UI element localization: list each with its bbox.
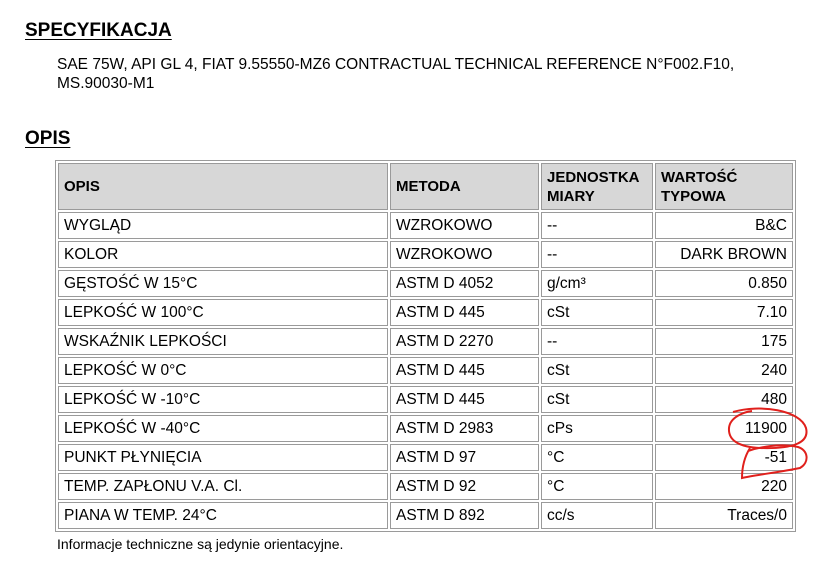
row-value: B&C (655, 212, 793, 239)
table-row (58, 270, 793, 297)
column-header-opis: OPIS (58, 163, 388, 210)
row-method: ASTM D 892 (390, 502, 539, 529)
table-row (58, 415, 793, 442)
footnote: Informacje techniczne są jedynie orientacyjne. (57, 536, 344, 552)
row-property: GĘSTOŚĆ W 15°C (58, 270, 388, 297)
row-method: ASTM D 445 (390, 386, 539, 413)
row-method: ASTM D 4052 (390, 270, 539, 297)
table-row (58, 473, 793, 500)
row-value: DARK BROWN (655, 241, 793, 268)
row-unit: cSt (541, 299, 653, 326)
row-unit: -- (541, 212, 653, 239)
properties-table (55, 160, 796, 532)
row-property: LEPKOŚĆ W -40°C (58, 415, 388, 442)
row-property: LEPKOŚĆ W 0°C (58, 357, 388, 384)
row-value: 240 (655, 357, 793, 384)
row-value: 175 (655, 328, 793, 355)
table-row (58, 357, 793, 384)
row-property: LEPKOŚĆ W 100°C (58, 299, 388, 326)
row-method: WZROKOWO (390, 241, 539, 268)
row-property: LEPKOŚĆ W -10°C (58, 386, 388, 413)
row-unit: °C (541, 473, 653, 500)
row-property: WYGLĄD (58, 212, 388, 239)
row-method: ASTM D 2983 (390, 415, 539, 442)
row-value: 7.10 (655, 299, 793, 326)
row-value: 480 (655, 386, 793, 413)
row-method: WZROKOWO (390, 212, 539, 239)
table-row (58, 386, 793, 413)
row-value: 11900 (655, 415, 793, 442)
row-method: ASTM D 445 (390, 299, 539, 326)
column-header-metoda: METODA (390, 163, 539, 210)
spec-heading: SPECYFIKACJA (25, 20, 172, 41)
spec-text: SAE 75W, API GL 4, FIAT 9.55550-MZ6 CONTRACTUAL TECHNICAL REFERENCE N°F002.F10, MS.90030-M1 (57, 56, 735, 92)
table-row (58, 502, 793, 529)
table-row (58, 212, 793, 239)
row-unit: cc/s (541, 502, 653, 529)
row-property: PIANA W TEMP. 24°C (58, 502, 388, 529)
row-method: ASTM D 97 (390, 444, 539, 471)
row-property: PUNKT PŁYNIĘCIA (58, 444, 388, 471)
row-unit: °C (541, 444, 653, 471)
row-method: ASTM D 2270 (390, 328, 539, 355)
row-unit: cSt (541, 357, 653, 384)
row-unit: cSt (541, 386, 653, 413)
row-property: WSKAŹNIK LEPKOŚCI (58, 328, 388, 355)
row-unit: -- (541, 241, 653, 268)
row-property: KOLOR (58, 241, 388, 268)
row-unit: -- (541, 328, 653, 355)
row-value: 0.850 (655, 270, 793, 297)
row-value: Traces/0 (655, 502, 793, 529)
row-value: 220 (655, 473, 793, 500)
table-row (58, 444, 793, 471)
column-header-jednostka: JEDNOSTKA MIARY (541, 163, 653, 210)
table-row (58, 241, 793, 268)
table-row (58, 328, 793, 355)
row-method: ASTM D 92 (390, 473, 539, 500)
column-header-wartosc: WARTOŚĆ TYPOWA (655, 163, 793, 210)
row-unit: g/cm³ (541, 270, 653, 297)
table-row (58, 299, 793, 326)
table-header-row (58, 163, 793, 210)
opis-heading: OPIS (25, 128, 71, 149)
row-value: -51 (655, 444, 793, 471)
row-unit: cPs (541, 415, 653, 442)
row-method: ASTM D 445 (390, 357, 539, 384)
row-property: TEMP. ZAPŁONU V.A. Cl. (58, 473, 388, 500)
